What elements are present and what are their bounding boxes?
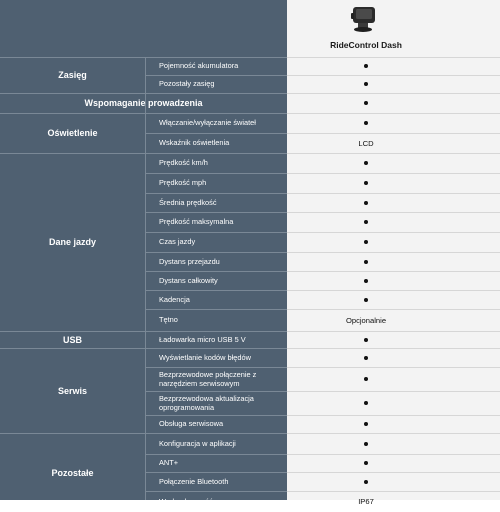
supported-dot-icon (364, 461, 368, 465)
row-divider (287, 75, 500, 76)
spec-value (287, 57, 445, 75)
category-label: Oświetlenie (47, 128, 98, 138)
feature-label: Pojemność akumulatora (159, 61, 239, 71)
spec-value (287, 153, 445, 173)
row-divider (287, 252, 500, 253)
feature-label: Prędkość maksymalna (159, 217, 234, 227)
spec-value (287, 348, 445, 367)
row-divider (145, 193, 287, 194)
row-divider (287, 472, 500, 473)
spec-value (287, 252, 445, 271)
feature-label: Dystans całkowity (159, 275, 218, 285)
feature-label: Konfiguracja w aplikacji (159, 438, 236, 448)
spec-value (287, 193, 445, 212)
feature-label: Kadencja (159, 294, 190, 304)
feature-label: Włączanie/wyłączanie świateł (159, 118, 256, 128)
spec-value (287, 232, 445, 252)
row-divider (287, 454, 500, 455)
row-divider (145, 133, 287, 134)
category-label: Wspomaganie prowadzenia (84, 98, 203, 108)
spec-value (287, 472, 445, 491)
spec-value (287, 367, 445, 391)
row-divider (145, 252, 287, 253)
feature-label: Bezprzewodowe połączenie z narzędziem serwisowym (159, 369, 257, 388)
supported-dot-icon (364, 442, 368, 446)
row-divider (287, 113, 500, 114)
category-label: Pozostałe (51, 467, 94, 478)
row-divider (145, 75, 287, 76)
supported-dot-icon (364, 422, 368, 426)
row-divider (145, 491, 287, 492)
product-name: RideControl Dash (330, 40, 402, 50)
product-header (287, 0, 445, 57)
row-divider (287, 367, 500, 368)
row-divider (145, 391, 287, 392)
spec-value (287, 271, 445, 290)
row-divider (287, 309, 500, 310)
spec-value (287, 391, 445, 415)
supported-dot-icon (364, 201, 368, 205)
row-divider (287, 491, 500, 492)
spec-value (287, 75, 445, 93)
row-divider (145, 232, 287, 233)
row-divider (287, 415, 500, 416)
supported-dot-icon (364, 279, 368, 283)
row-divider (287, 173, 500, 174)
row-divider (287, 433, 500, 434)
row-divider (287, 348, 500, 349)
supported-dot-icon (364, 181, 368, 185)
spec-value (287, 331, 445, 348)
row-divider (145, 348, 287, 349)
supported-dot-icon (364, 356, 368, 360)
category-label: Dane jazdy (48, 237, 97, 247)
row-divider (287, 153, 500, 154)
row-divider (145, 367, 287, 368)
spec-value: Opcjonalnie (345, 315, 387, 325)
row-divider (287, 133, 500, 134)
feature-label: Wodoodporność (159, 496, 213, 506)
feature-label: Obsługa serwisowa (159, 419, 224, 429)
spec-value (287, 454, 445, 472)
supported-dot-icon (364, 220, 368, 224)
row-divider (287, 212, 500, 213)
category-label: Zasięg (58, 70, 87, 80)
spec-value: LCD (358, 138, 374, 148)
bike-computer-icon (346, 4, 380, 34)
row-divider (145, 57, 287, 58)
row-divider (287, 57, 500, 58)
row-divider (145, 290, 287, 291)
supported-dot-icon (364, 260, 368, 264)
supported-dot-icon (364, 121, 368, 125)
row-divider (145, 415, 287, 416)
supported-dot-icon (364, 298, 368, 302)
row-divider (145, 113, 287, 114)
row-divider (287, 232, 500, 233)
spec-value (287, 113, 445, 133)
row-divider (145, 271, 287, 272)
row-divider (287, 391, 500, 392)
row-divider (287, 93, 500, 94)
spec-value (287, 433, 445, 454)
feature-label: Czas jazdy (159, 237, 196, 247)
row-divider (287, 193, 500, 194)
spec-value (287, 415, 445, 433)
supported-dot-icon (364, 401, 368, 405)
feature-label: Prędkość km/h (159, 158, 208, 168)
feature-label: Średnia prędkość (159, 197, 217, 207)
supported-dot-icon (364, 338, 368, 342)
feature-label: Prędkość mph (159, 178, 207, 188)
supported-dot-icon (364, 377, 368, 381)
supported-dot-icon (364, 161, 368, 165)
feature-label: Pozostały zasięg (159, 79, 215, 89)
supported-dot-icon (364, 82, 368, 86)
supported-dot-icon (364, 64, 368, 68)
group-divider (0, 93, 287, 94)
row-divider (145, 331, 287, 332)
feature-label: Ładowarka micro USB 5 V (159, 334, 246, 344)
spec-value (287, 173, 445, 193)
feature-label: Wskaźnik oświetlenia (159, 138, 230, 148)
row-divider (287, 290, 500, 291)
supported-dot-icon (364, 240, 368, 244)
category-label: USB (62, 334, 82, 345)
feature-label: Wyświetlanie kodów błędów (159, 352, 251, 362)
spec-value: IP67 (358, 497, 374, 506)
feature-label: Dystans przejazdu (159, 256, 220, 266)
supported-dot-icon (364, 480, 368, 484)
row-divider (145, 433, 287, 434)
spec-value (287, 290, 445, 309)
row-divider (145, 309, 287, 310)
feature-label: Połączenie Bluetooth (159, 476, 229, 486)
supported-dot-icon (364, 101, 368, 105)
row-divider (145, 173, 287, 174)
row-divider (145, 454, 287, 455)
category-label: Serwis (57, 385, 88, 396)
feature-label: Tętno (159, 315, 178, 325)
row-divider (145, 212, 287, 213)
row-divider (287, 331, 500, 332)
feature-label: Bezprzewodowa aktualizacja oprogramowania (159, 393, 254, 412)
spec-value (287, 93, 445, 113)
row-divider (145, 472, 287, 473)
row-divider (287, 271, 500, 272)
spec-value (287, 212, 445, 232)
feature-label: ANT+ (159, 458, 179, 468)
row-divider (145, 153, 287, 154)
